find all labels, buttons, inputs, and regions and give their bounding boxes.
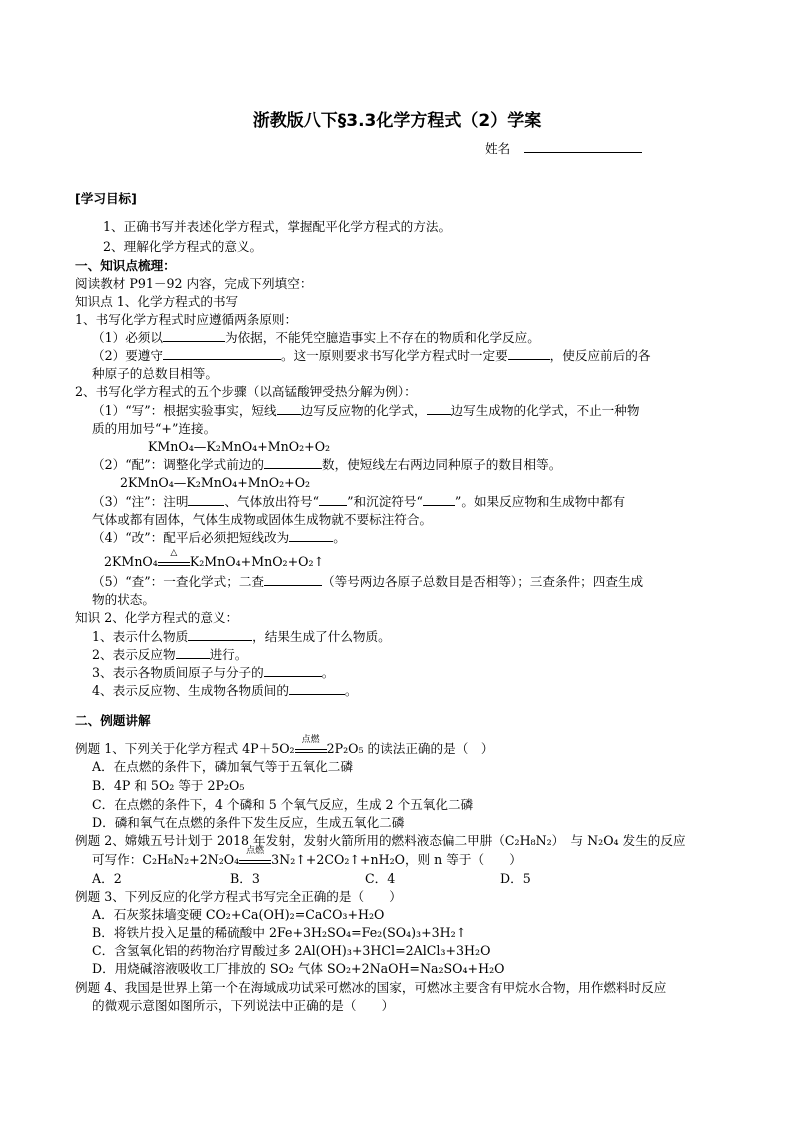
option: B．将铁片投入足量的稀硫酸中 2Fe+3H₂SO₄=Fe₂(SO₄)₃+3H₂↑ — [92, 925, 467, 940]
option: D．用烧碱溶液吸收工厂排放的 SO₂ 气体 SO₂+2NaOH=Na₂SO₄+H₂O — [92, 961, 505, 976]
option: C．4 — [365, 871, 396, 886]
section2-heading: 二、例题讲解 — [75, 713, 151, 728]
text: 2、表示反应物 — [92, 647, 176, 662]
example-4: 例题 4、我国是世界上第一个在海域成功试采可燃冰的国家，可燃冰主要含有甲烷水合物，用作燃料时反应 — [75, 980, 667, 995]
intro-text: 阅读教材 P91－92 内容，完成下列填空： — [75, 276, 313, 291]
text: （4）“改”：配平后必须把短线改为 — [92, 530, 290, 545]
blank[interactable] — [264, 456, 322, 469]
blank[interactable] — [188, 628, 252, 641]
text: 4、表示反应物、生成物各物质间的 — [92, 683, 289, 698]
example-4-cont: 的微观示意图如图所示，下列说法中正确的是（ ） — [92, 998, 395, 1013]
text: 2P₂O₅ 的读法正确的是（ ） — [326, 741, 494, 756]
option: D．5 — [500, 871, 531, 886]
example-1 — [75, 734, 494, 757]
text: 可写作：C₂H₈N₂+2N₂O₄ — [92, 852, 240, 867]
condition: △ — [170, 547, 178, 558]
rule-1a — [92, 329, 540, 346]
blank[interactable] — [188, 493, 224, 506]
option: D．磷和氧气在点燃的条件下发生反应，生成五氧化二磷 — [92, 815, 405, 830]
meaning-4 — [92, 682, 358, 699]
text: （1）“写”：根据实验事实，短线 — [92, 403, 277, 418]
option: B．4P 和 5O₂ 等于 2P₂O₅ — [92, 778, 245, 793]
page-title: 浙教版八下§3.3化学方程式（2）学案 — [252, 111, 542, 131]
blank[interactable] — [264, 573, 322, 586]
goal-item: 2、理解化学方程式的意义。 — [103, 239, 263, 254]
kp1-heading: 知识点 1、化学方程式的书写 — [75, 294, 239, 309]
text: 。 — [333, 530, 346, 545]
example-3: 例题 3、下列反应的化学方程式书写完全正确的是（ ） — [75, 889, 402, 904]
step-3-cont: 气体或都有固体，气体生成物或固体生成物就不要标注符合。 — [92, 512, 433, 527]
text: 边写反应物的化学式， — [300, 403, 427, 418]
example-2: 例题 2、嫦娥五号计划于 2018 年发射，发射火箭所用的燃料液态偏二甲肼（C₂H₈N₂） 与 N₂O₄ 发生的反应 — [75, 833, 686, 848]
condition: 点燃 — [246, 845, 265, 856]
blank[interactable] — [163, 347, 281, 360]
text: 。这一原则要求书写化学方程式时一定要 — [280, 348, 508, 363]
blank[interactable] — [264, 664, 322, 677]
text: ”和沉淀符号“ — [347, 494, 423, 509]
eq-right: K₂MnO₄+MnO₂+O₂↑ — [189, 554, 325, 569]
equals-sign-icon — [295, 734, 327, 755]
condition: 点燃 — [301, 734, 320, 745]
name-field — [485, 140, 642, 157]
rule-1b-cont: 种原子的总数目相等。 — [92, 366, 218, 381]
step-3 — [92, 493, 625, 510]
option: A．2 — [92, 871, 122, 886]
text: 数，使短线左右两边同种原子的数目相等。 — [322, 457, 562, 472]
option: B．3 — [230, 871, 260, 886]
text: 3N₂↑+2CO₂↑+nH₂O，则 n 等于（ ） — [271, 852, 522, 867]
text: 。 — [321, 665, 335, 680]
text: ，结果生成了什么物质。 — [252, 629, 391, 644]
goals-heading: [学习目标] — [75, 191, 137, 206]
section1-heading: 一、知识点梳理： — [75, 258, 176, 273]
text: （2）要遵守 — [92, 348, 163, 363]
text: ”。如果反应物和生成物中都有 — [454, 494, 626, 509]
text: 例题 1、下列关于化学方程式 4P＋5O₂ — [75, 741, 295, 756]
text: 、气体放出符号“ — [224, 494, 320, 509]
blank[interactable] — [289, 682, 345, 695]
steps-heading: 2、书写化学方程式的五个步骤（以高锰酸钾受热分解为例）： — [75, 384, 417, 399]
text: （1）必须以 — [92, 330, 163, 345]
text: 为依据，不能凭空臆造事实上不存在的物质和化学反应。 — [224, 330, 540, 345]
rule-1b — [92, 347, 650, 364]
text: 进行。 — [209, 647, 248, 662]
step-1 — [92, 402, 639, 419]
text: 边写生成物的化学式，不止一种物 — [450, 403, 640, 418]
step-4 — [92, 529, 346, 546]
blank[interactable] — [319, 493, 347, 506]
equals-sign-icon — [158, 547, 190, 568]
rule-heading: 1、书写化学方程式时应遵循两条原则： — [75, 312, 298, 327]
blank[interactable] — [423, 493, 455, 506]
step-1-cont: 质的用加号“+”连接。 — [92, 421, 217, 436]
step-5-cont: 物的状态。 — [92, 592, 155, 607]
blank[interactable] — [289, 529, 333, 542]
text: ，使反应前后的各 — [549, 348, 651, 363]
text: （等号两边各原子总数目是否相等）；三查条件；四查生成 — [322, 574, 644, 589]
goal-item: 1、正确书写并表述化学方程式，掌握配平化学方程式的方法。 — [103, 219, 452, 234]
meaning-3 — [92, 664, 334, 681]
eq-left: 2KMnO₄ — [104, 554, 158, 569]
name-label: 姓名 — [485, 141, 511, 156]
equation-2: 2KMnO₄—K₂MnO₄+MnO₂+O₂ — [120, 475, 311, 490]
text: 。 — [344, 683, 358, 698]
option: A．在点燃的条件下，磷加氧气等于五氧化二磷 — [92, 759, 353, 774]
text: （5）“查”：一查化学式；二查 — [92, 574, 265, 589]
meaning-1 — [92, 628, 391, 645]
text: 1、表示什么物质 — [92, 629, 189, 644]
name-blank[interactable] — [524, 140, 642, 153]
blank[interactable] — [427, 402, 451, 415]
blank[interactable] — [163, 329, 225, 342]
meaning-2 — [92, 646, 247, 663]
step-2 — [92, 456, 561, 473]
text: （2）“配”：调整化学式前边的 — [92, 457, 265, 472]
option: C．含氢氧化铝的药物治疗胃酸过多 2Al(OH)₃+3HCl=2AlCl₃+3H₂O — [92, 943, 491, 958]
equation-1: KMnO₄—K₂MnO₄+MnO₂+O₂ — [148, 439, 331, 454]
step-5 — [92, 573, 643, 590]
blank[interactable] — [176, 646, 210, 659]
option: C．在点燃的条件下，4 个磷和 5 个氧气反应，生成 2 个五氧化二磷 — [92, 797, 474, 812]
text: 3、表示各物质间原子与分子的 — [92, 665, 264, 680]
text: （3）“注”：注明 — [92, 494, 189, 509]
option: A．石灰浆抹墙变硬 CO₂+Ca(OH)₂=CaCO₃+H₂O — [92, 907, 385, 922]
equation-3 — [104, 547, 325, 570]
kp2-heading: 知识 2、化学方程式的意义： — [75, 610, 239, 625]
blank[interactable] — [277, 402, 301, 415]
equals-sign-icon — [239, 845, 271, 866]
example-2-eq — [92, 845, 522, 868]
blank[interactable] — [508, 347, 550, 360]
